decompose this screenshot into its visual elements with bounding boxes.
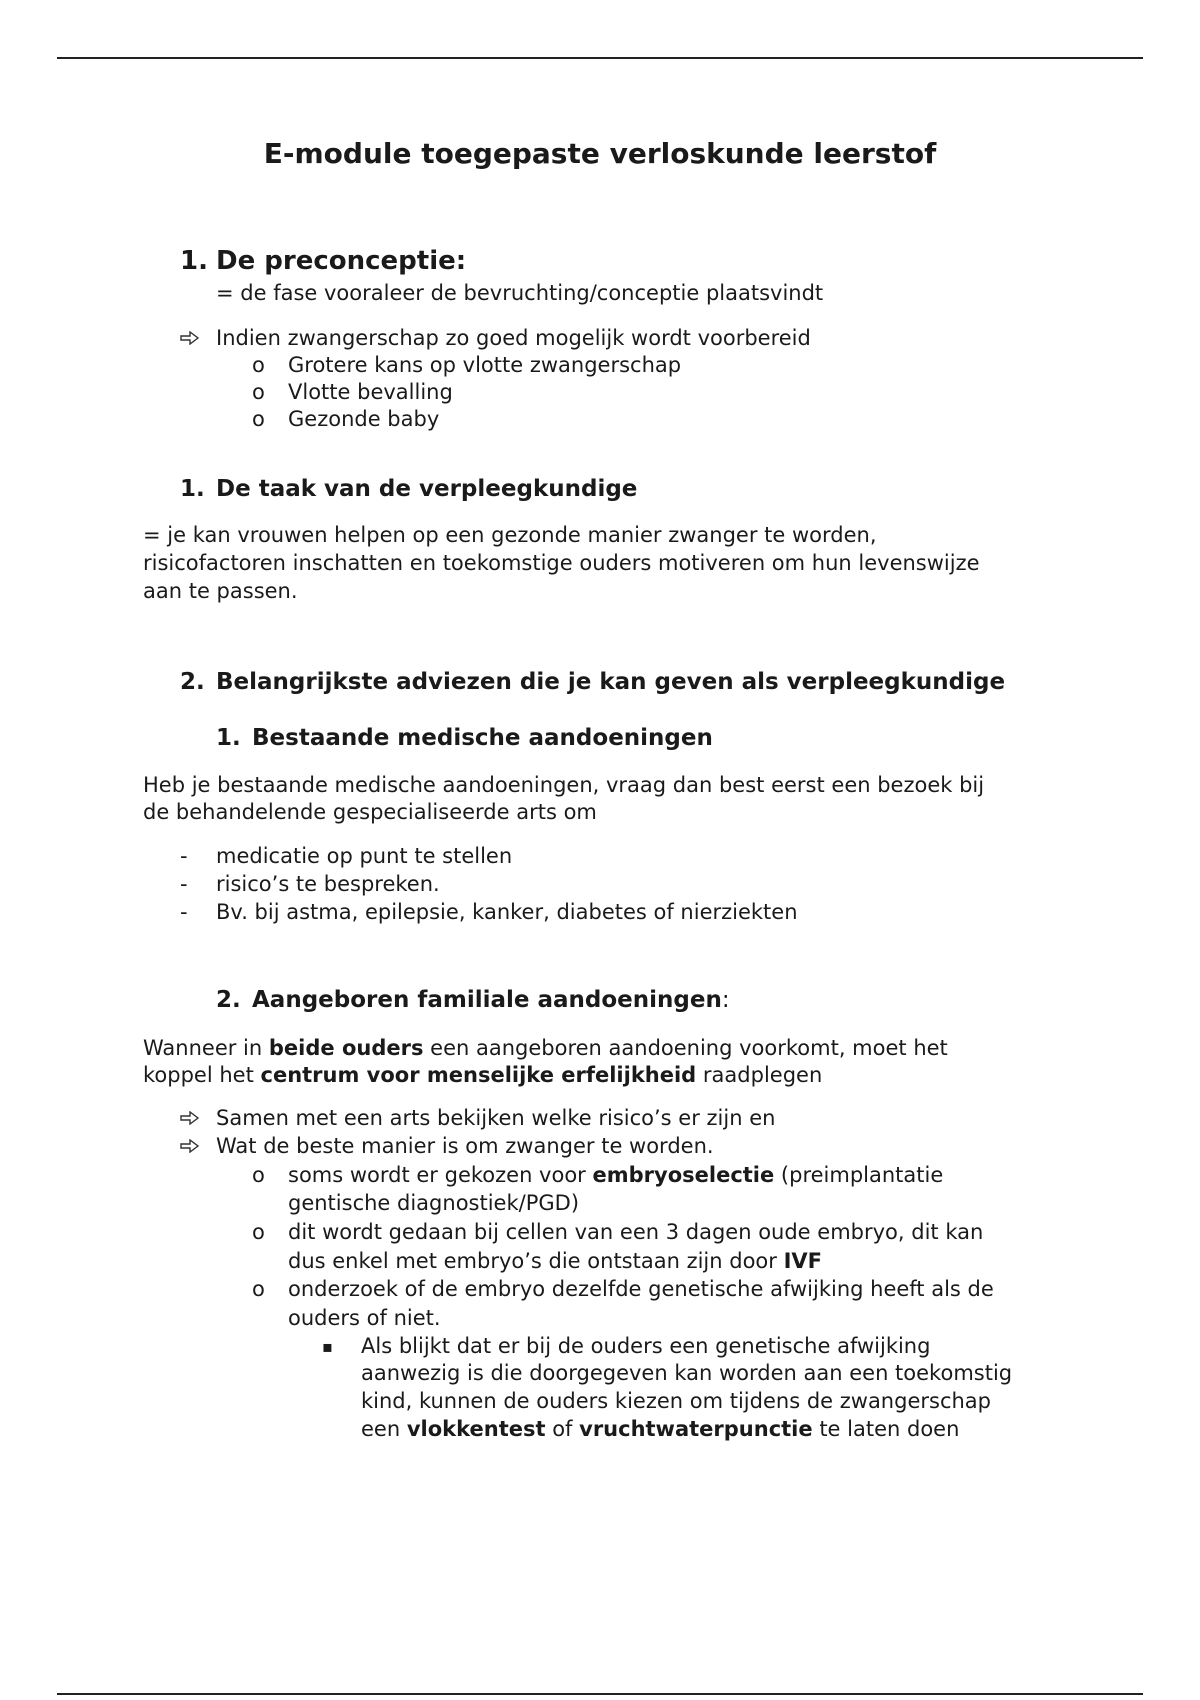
arrow-item-text: Indien zwangerschap zo goed mogelijk wordt voorbereid	[216, 326, 811, 350]
list-item-text: Gezonde baby	[288, 407, 440, 431]
text-run: (preimplantatie	[774, 1163, 944, 1187]
subsection-1-heading	[180, 476, 637, 503]
subsection-2-heading	[180, 669, 1005, 696]
dash-marker: -	[180, 872, 188, 896]
advice-2-heading	[216, 987, 730, 1014]
bold-run: embryoselectie	[592, 1163, 775, 1187]
list-item-text: gentische diagnostiek/PGD)	[288, 1191, 580, 1215]
paragraph-line: risicofactoren inschatten en toekomstige ouders motiveren om hun levenswijze	[143, 551, 980, 575]
bold-run: IVF	[783, 1249, 823, 1273]
list-item	[252, 406, 265, 433]
list-item	[252, 352, 265, 379]
list-item-text: Als blijkt dat er bij de ouders een genetische afwijking	[361, 1334, 931, 1358]
text-run: koppel het	[143, 1063, 261, 1087]
list-item-text	[361, 1416, 959, 1443]
paragraph-line: Heb je bestaande medische aandoeningen, vraag dan best eerst een bezoek bij	[143, 773, 985, 797]
text-run: te laten doen	[812, 1417, 960, 1441]
list-item-text: Grotere kans op vlotte zwangerschap	[288, 353, 682, 377]
list-item	[252, 379, 265, 406]
advice-1-title: Bestaande medische aandoeningen	[252, 725, 713, 751]
section-1-number: 1.	[180, 246, 208, 276]
bullet-marker: o	[252, 380, 265, 404]
bullet-marker: o	[252, 353, 265, 377]
section-1-heading	[180, 248, 466, 275]
arrow-item-text: Wat de beste manier is om zwanger te worden.	[216, 1134, 714, 1158]
bottom-rule	[57, 1693, 1143, 1695]
section-1-definition: = de fase vooraleer de bevruchting/conceptie plaatsvindt	[216, 281, 824, 305]
arrow-icon	[180, 1133, 200, 1160]
subsection-2-number: 2.	[180, 669, 205, 695]
advice-2-number: 2.	[216, 987, 241, 1013]
paragraph-line: = je kan vrouwen helpen op een gezonde manier zwanger te worden,	[143, 523, 877, 547]
list-item-text: Vlotte bevalling	[288, 380, 453, 404]
dash-item: risico’s te bespreken.	[216, 872, 440, 896]
text-run: Wanneer in	[143, 1036, 269, 1060]
advice-2-colon: :	[721, 987, 730, 1013]
dash-item: medicatie op punt te stellen	[216, 844, 513, 868]
list-item-text: ouders of niet.	[288, 1306, 441, 1330]
paragraph-line	[143, 1035, 948, 1062]
list-item-text: dit wordt gedaan bij cellen van een 3 dagen oude embryo, dit kan	[288, 1220, 984, 1244]
paragraph-line	[143, 1062, 822, 1089]
arrow-icon	[180, 1105, 200, 1132]
dash-item: Bv. bij astma, epilepsie, kanker, diabetes of nierziekten	[216, 900, 798, 924]
list-item-text: kind, kunnen de ouders kiezen om tijdens de zwangerschap	[361, 1389, 991, 1413]
text-run: dus enkel met embryo’s die ontstaan zijn door	[288, 1249, 784, 1273]
bold-run: centrum voor menselijke erfelijkheid	[260, 1063, 697, 1087]
bullet-marker: o	[252, 1163, 265, 1187]
subsection-1-number: 1.	[180, 476, 205, 502]
text-run: een aangeboren aandoening voorkomt, moet het	[423, 1036, 948, 1060]
list-item-text	[288, 1248, 822, 1275]
bold-run: beide ouders	[268, 1036, 424, 1060]
bullet-marker: o	[252, 1277, 265, 1301]
paragraph-line: de behandelende gespecialiseerde arts om	[143, 800, 597, 824]
bold-run: vlokkentest	[406, 1417, 546, 1441]
advice-1-number: 1.	[216, 725, 241, 751]
paragraph-line: aan te passen.	[143, 579, 298, 603]
section-1-title: De preconceptie:	[216, 246, 467, 276]
text-run: soms wordt er gekozen voor	[288, 1163, 593, 1187]
advice-1-heading	[216, 725, 713, 752]
square-bullet-marker: ▪	[322, 1337, 333, 1356]
text-run: raadplegen	[696, 1063, 823, 1087]
subsection-2-title: Belangrijkste adviezen die je kan geven als verpleegkundige	[216, 669, 1006, 695]
advice-2-title: Aangeboren familiale aandoeningen	[252, 987, 722, 1013]
bold-run: vruchtwaterpunctie	[579, 1417, 813, 1441]
bullet-marker: o	[252, 407, 265, 431]
text-run: een	[361, 1417, 407, 1441]
top-rule	[57, 57, 1143, 59]
list-item-text: aanwezig is die doorgegeven kan worden aan een toekomstig	[361, 1361, 1013, 1385]
list-item-text	[288, 1162, 943, 1189]
arrow-icon	[180, 325, 200, 352]
bullet-marker: o	[252, 1220, 265, 1244]
arrow-item-text: Samen met een arts bekijken welke risico’s er zijn en	[216, 1106, 776, 1130]
document-title: E-module toegepaste verloskunde leerstof	[263, 137, 937, 170]
dash-marker: -	[180, 900, 188, 924]
list-item-text: onderzoek of de embryo dezelfde genetische afwijking heeft als de	[288, 1277, 994, 1301]
text-run: of	[545, 1417, 580, 1441]
dash-marker: -	[180, 844, 188, 868]
subsection-1-title: De taak van de verpleegkundige	[216, 476, 638, 502]
